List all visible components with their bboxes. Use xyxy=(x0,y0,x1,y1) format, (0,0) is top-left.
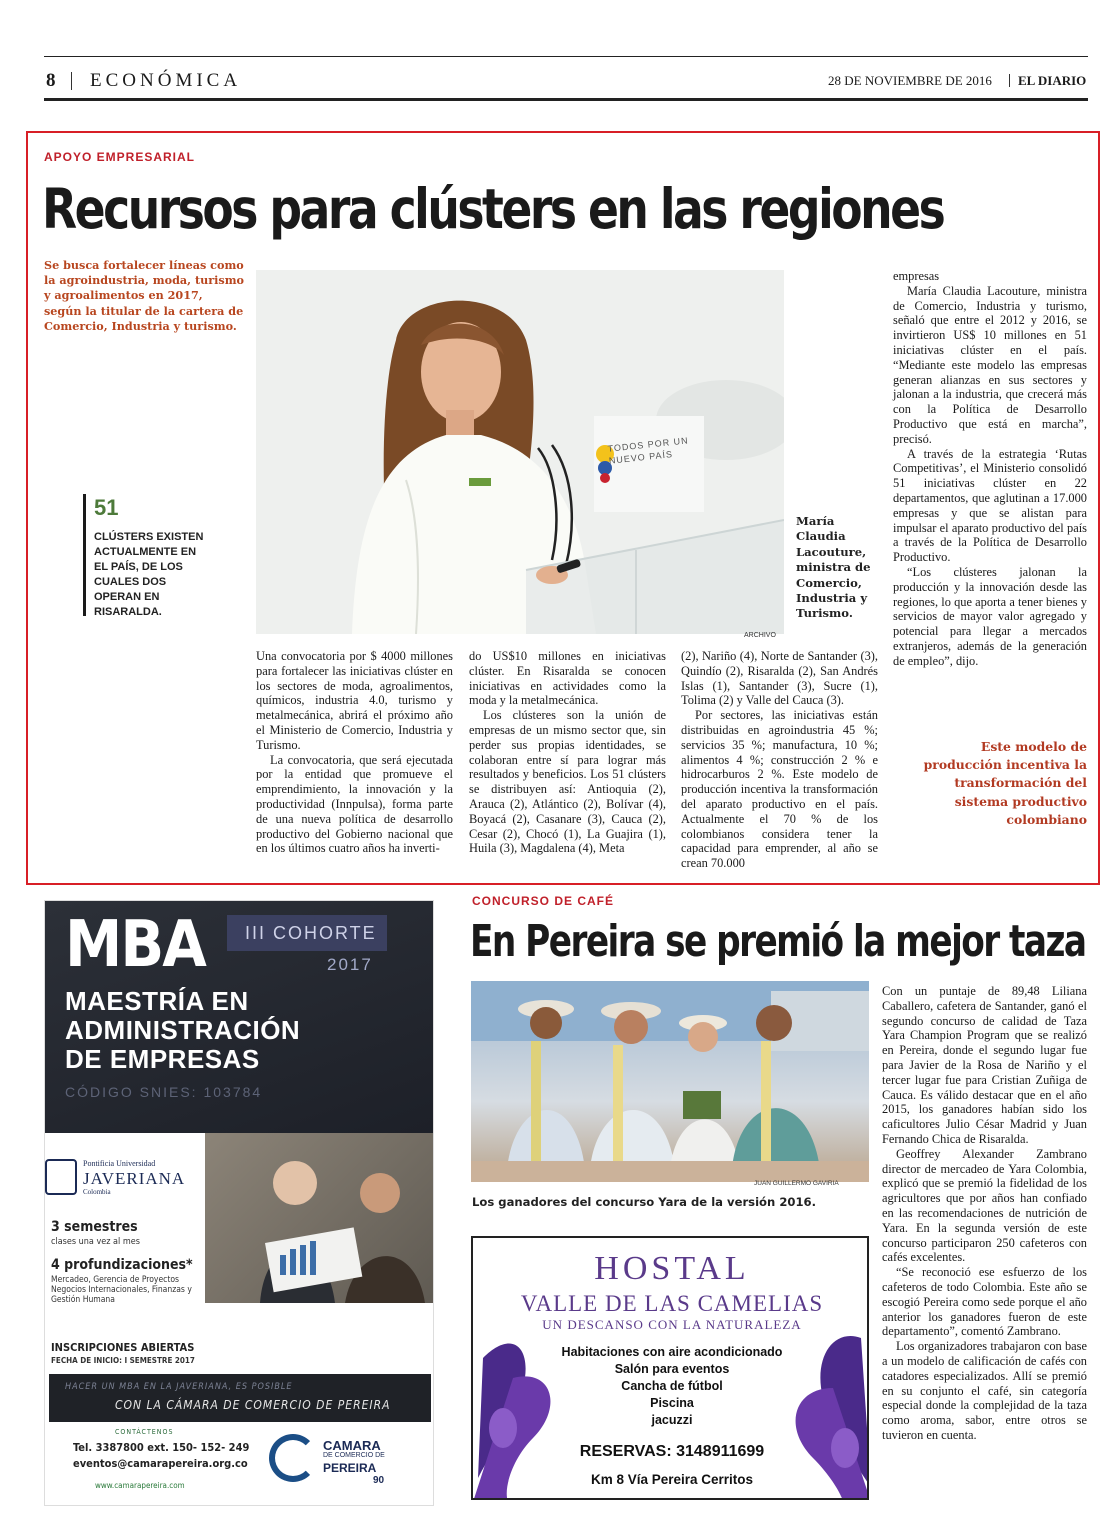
article1-kicker: APOYO EMPRESARIAL xyxy=(44,150,196,164)
paragraph: Por sectores, las iniciativas están distribuidas en agroindustria 45 %; servicios 35 %; manufactura, 10 %; alimentos 4 %; construcción 2 % e hidrocarburos 2 %. Este modelo de producción incentiva la transformación del aparato productivo en el país. Actualmente el 70 % de los colombianos considera tener la capacidad para emprender, al año se crean 70.000 xyxy=(681,708,878,871)
mba-ad[interactable] xyxy=(44,900,434,1506)
mba-contact-label: CONTÁCTENOS xyxy=(115,1428,174,1436)
header-divider-2 xyxy=(1009,74,1010,87)
article1-column-2 xyxy=(469,649,666,856)
photo-credit-archivo: ARCHIVO xyxy=(744,632,776,639)
hostal-name-2: VALLE DE LAS CAMELIAS xyxy=(520,1291,824,1316)
mba-snies: CÓDIGO SNIES: 103784 xyxy=(65,1084,263,1100)
hostal-name: HOSTAL xyxy=(594,1250,750,1287)
page-number: 8 xyxy=(46,70,57,91)
article1-column-3 xyxy=(681,649,878,871)
section-name: ECONÓMICA xyxy=(90,70,242,91)
stat-text: CLÚSTERS EXISTEN ACTUALMENTE EN EL PAÍS, DE LOS CUALES DOS OPERAN EN RISARALDA. xyxy=(94,531,204,618)
winners-illustration xyxy=(471,981,869,1182)
article2-headline: En Pereira se premió la mejor taza xyxy=(470,916,1086,967)
minister-photo xyxy=(256,270,784,634)
mba-website[interactable]: www.camarapereira.com xyxy=(95,1481,185,1490)
chamber-name-2: DE COMERCIO DE xyxy=(323,1452,385,1459)
chamber-name-3: PEREIRA xyxy=(323,1461,377,1475)
javeriana-crest-icon xyxy=(45,1159,77,1195)
article2-kicker: CONCURSO DE CAFÉ xyxy=(472,894,615,908)
article1-column-1 xyxy=(256,649,453,856)
mba-banner-line2: CON LA CÁMARA DE COMERCIO DE PEREIRA xyxy=(115,1398,391,1412)
paragraph: Una convocatoria por $ 4000 millones para fortalecer las iniciativas clúster en los sectores de moda, agroalimentos, químicos, industria 4.0, turismo y metalmecánica, abrirá el próximo año el Ministerio de Comercio, Industria y Turismo. xyxy=(256,649,453,752)
paragraph: “Se reconoció ese esfuerzo de los cafeteros de todo Colombia. Este año se escogió Pereira como sede porque el año anterior los ganadores fueron de este departamento”, comentó Zambrano. xyxy=(882,1265,1087,1339)
mba-subtitle xyxy=(65,987,300,1074)
mba-phone[interactable]: Tel. 3387800 ext. 150- 152- 249 xyxy=(73,1441,250,1454)
header-divider xyxy=(71,72,72,90)
mba-people-illustration xyxy=(205,1133,434,1303)
paragraph: Con un puntaje de 89,48 Liliana Caballero, cafetera de Santander, ganó el segundo concurso de calidad de Taza Yara Champion Program que se realizó en Pereira, donde el segundo lugar fue para Javier de la Rosa de Nariño y el tercer lugar fue para Cristian Zuñiga de Cauca. Es válido destacar que en el año 2015, los ganadores habían sido los caficultores Julio César Madrid y Juan Fernando Chica de Risaralda. xyxy=(882,984,1087,1146)
paragraph: “Los clústeres jalonan la producción y la innovación desde las regiones, lo que aporta a tener bienes y servicios de mayor valor agregado y potencial para llegar a mercados extranjeros, además de la generación de empleo”, dijo. xyxy=(893,564,1087,668)
mba-deepenings-sub: Mercadeo, Gerencia de Proyectos Negocios Internacionales, Finanzas y Gestión Humana xyxy=(51,1275,192,1305)
minister-photo-caption: María Claudia Lacouture, ministra de Comercio, Industria y Turismo. xyxy=(796,514,871,621)
podium-sign-text: TODOS POR UN NUEVO PAÍS xyxy=(607,435,690,466)
chamber-logo-icon xyxy=(269,1434,317,1482)
minister-illustration xyxy=(256,270,784,634)
hostal-service: Cancha de fútbol xyxy=(621,1379,723,1393)
mba-start-date: FECHA DE INICIO: I SEMESTRE 2017 xyxy=(51,1356,195,1365)
university-name: JAVERIANA xyxy=(83,1169,186,1188)
mba-title: MBA xyxy=(65,908,205,982)
paragraph: A través de la estrategia ‘Rutas Competitivas’, el Ministerio consolidó 51 iniciativas clúster en 22 departamentos, que aglutinan a 17.000 empresas y que se alistan para impulsar el aparato productivo del país a través de la Política de Desarrollo Productivo. xyxy=(893,446,1087,565)
mba-year: 2017 xyxy=(327,955,373,974)
university-city: Colombia xyxy=(83,1188,111,1196)
hostal-ad[interactable] xyxy=(471,1236,869,1500)
paragraph: Geoffrey Alexander Zambrano director de mercadeo de Yara Colombia, explicó que se premió la fidelidad de los agricultores que por años han confiado en las recomendaciones de nutrición de Yara. En la segunda versión de este concurso participaron 250 cafeteros con cafés excelentes. xyxy=(882,1146,1087,1265)
article2-column xyxy=(882,984,1087,1443)
article1-column-4 xyxy=(893,269,1087,669)
paragraph: Los organizadores trabajaron con base a un modelo de calificación de cafés con catadores especializados. Allí se premió en su conjunto el café, sin categoría especial donde la complejidad de la taza como aroma, sabor, entre otros se tuvieron en cuenta. xyxy=(882,1339,1087,1442)
hostal-service: Habitaciones con aire acondicionado xyxy=(561,1345,783,1359)
chamber-years: 90 xyxy=(373,1475,385,1486)
hostal-tagline: UN DESCANSO CON LA NATURALEZA xyxy=(542,1317,802,1332)
header-top-rule xyxy=(44,56,1088,57)
winners-photo-caption: Los ganadores del concurso Yara de la versión 2016. xyxy=(472,1195,816,1209)
paragraph: María Claudia Lacouture, ministra de Comercio, Industria y turismo, señaló que entre el 2012 y 2016, se invirtieron US$ 10 millones en 51 iniciativas clúster en el país. “Mediante este modelo las empresas generan alianzas en sus sectores y jalonan a la industria, que crecerá más con la Política de Desarrollo Productivo que está en marcha”, precisó. xyxy=(893,283,1087,446)
mba-semesters: 3 semestres xyxy=(51,1219,138,1235)
mba-subtitle-line: DE EMPRESAS xyxy=(65,1044,260,1074)
university-prefix: Pontificia Universidad xyxy=(83,1159,156,1168)
paragraph: Los clústeres son la unión de empresas de un mismo sector que, sin perder sus propias identidades, se colaboran entre sí para lograr más resultados y beneficios. Los 51 clústers se distribuyen así: Antioquia (2), Arauca (2), Atlántico (2), Bolívar (4), Boyacá (2), Casanare (3), Cauca (2), Cesar (2), Chocó (1), La Guajira (1), Huila (3), Magdalena (4), Meta xyxy=(469,708,666,856)
mba-cohort: III COHORTE xyxy=(227,915,387,951)
paragraph: empresas xyxy=(893,269,940,283)
newspaper-name: EL DIARIO xyxy=(1018,73,1087,88)
mba-subtitle-line: MAESTRÍA EN xyxy=(65,986,249,1016)
mba-subtitle-line: ADMINISTRACIÓN xyxy=(65,1015,301,1045)
hostal-service: Piscina xyxy=(650,1396,694,1410)
hostal-address: Km 8 Vía Pereira Cerritos xyxy=(590,1472,754,1487)
hostal-reservations[interactable]: RESERVAS: 3148911699 xyxy=(579,1443,765,1460)
mba-email[interactable]: eventos@camarapereira.org.co xyxy=(73,1457,248,1470)
mba-banner-line1: HACER UN MBA EN LA JAVERIANA, ES POSIBLE xyxy=(65,1382,293,1392)
hostal-service: jacuzzi xyxy=(651,1413,693,1427)
winners-photo-credit: JUAN GUILLERMO GAVIRIA xyxy=(754,1180,839,1187)
paragraph: La convocatoria, que será ejecutada por la entidad que promueve el emprendimiento, la innovación y la productividad (Innpulsa), forma parte de una nueva política de desarrollo productivo del Gobierno nacional que en los últimos cuatro años ha inverti- xyxy=(256,752,453,856)
header-bottom-rule xyxy=(44,98,1088,101)
issue-date: 28 DE NOVIEMBRE DE 2016 xyxy=(828,73,992,88)
paragraph: do US$10 millones en iniciativas clúster. En Risaralda se conocen iniciativas en actividades como la moda y la metalmecánica. xyxy=(469,649,666,708)
paragraph: (2), Nariño (4), Norte de Santander (3), Quindío (2), Risaralda (2), San Andrés Islas (1), Santander (3), Sucre (1), Tolima (2) y Valle del Cauca (3). xyxy=(681,649,878,708)
article1-lead: Se busca fortalecer líneas como la agroindustria, moda, turismo y agroalimentos en 2017, según la titular de la cartera de Comercio, Industria y turismo. xyxy=(44,258,245,333)
mba-registrations: INSCRIPCIONES ABIERTAS xyxy=(51,1341,195,1354)
stat-number: 51 xyxy=(94,495,119,520)
article1-headline: Recursos para clústers en las regiones xyxy=(42,177,944,241)
winners-photo xyxy=(471,981,869,1182)
stat-bar xyxy=(83,494,86,616)
hostal-services xyxy=(473,1344,869,1429)
mba-deepenings: 4 profundizaciones* xyxy=(51,1257,193,1273)
article1-pullquote: Este modelo de producción incentiva la transformación del sistema productivo colombiano xyxy=(923,739,1087,827)
mba-semesters-sub: clases una vez al mes xyxy=(51,1237,140,1247)
hostal-service: Salón para eventos xyxy=(614,1362,730,1376)
chamber-name-1: CAMARA xyxy=(323,1438,381,1453)
mba-people-photo xyxy=(205,1133,434,1303)
